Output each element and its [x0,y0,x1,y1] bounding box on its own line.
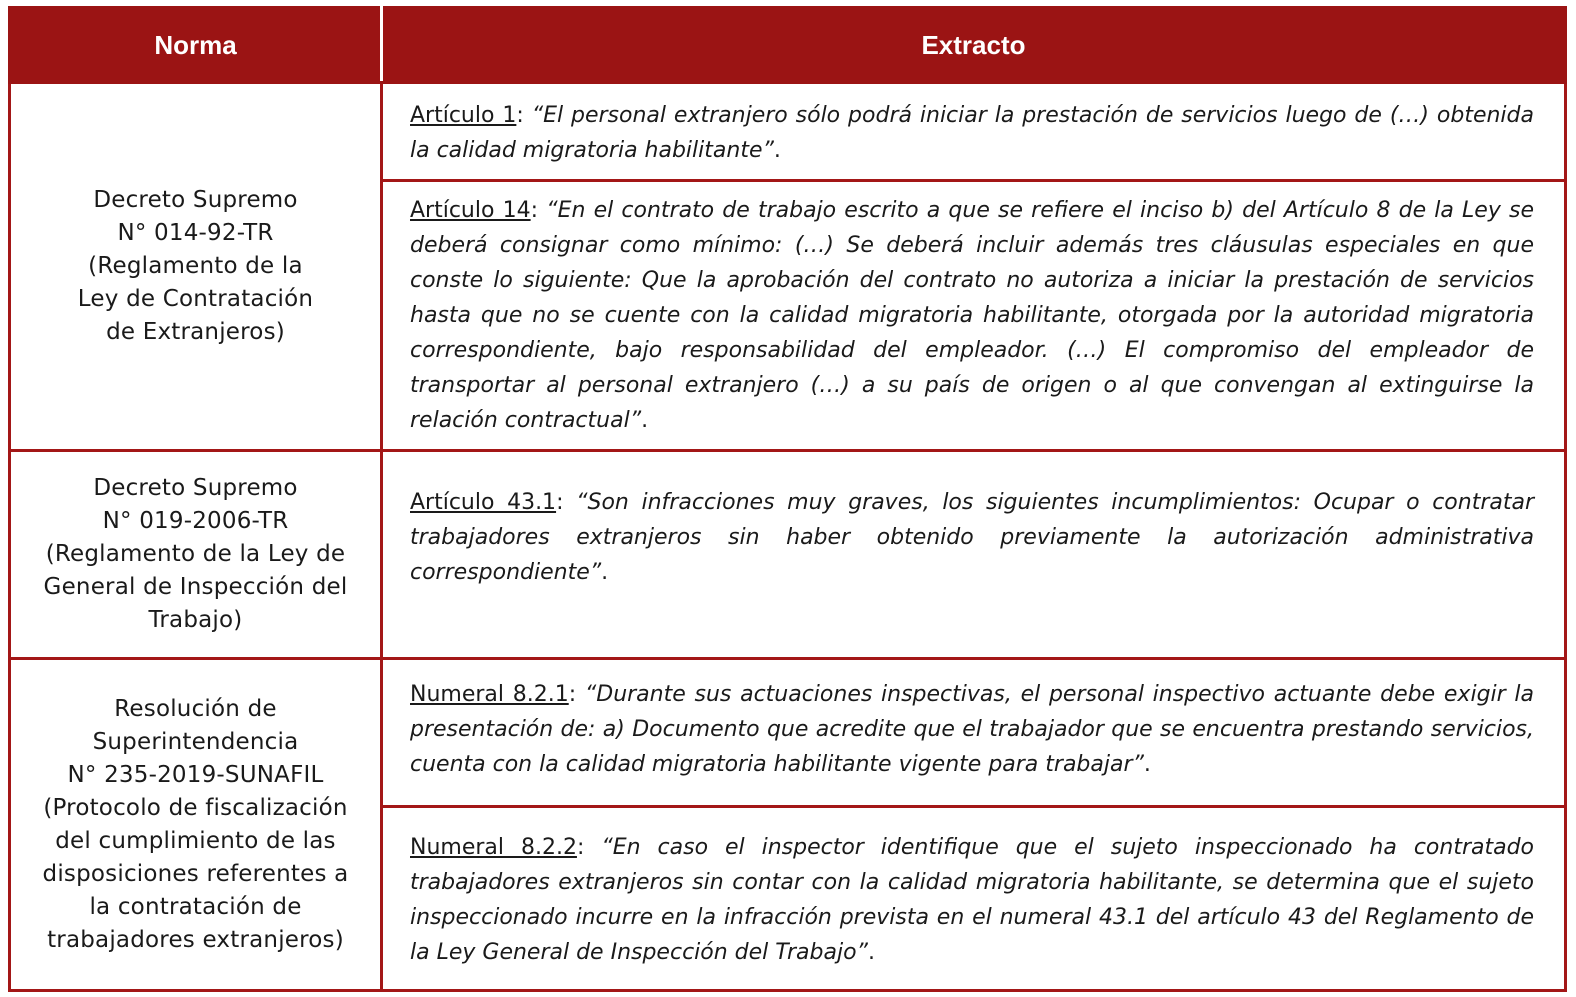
extracto-cell [382,807,1566,991]
norma-line: N° 014-92-TR [117,220,274,246]
table-row [10,451,1566,659]
extracto-sep: : [576,835,602,860]
extracto-text: “Durante sus actuaciones inspectivas, el personal inspectivo actuante debe exigir la presentación de: a) Documento que acredite que el trabajador que se encuentra prestando servicios, cuenta con la calidad migratoria habilitante vigente para trabajar” [410,682,1535,777]
extracto-cell [382,659,1566,807]
norma-line: General de Inspección del [43,574,348,600]
extracto-ref: Numeral 8.2.1 [410,682,569,707]
norma-line: Decreto Supremo [93,475,298,501]
table-header-row [10,8,1566,83]
extracto-cell [382,83,1566,181]
norma-line: Ley de Contratación [77,286,314,312]
norma-cell [10,83,382,451]
norma-line: Resolución de [114,695,277,722]
extracto-text: “El personal extranjero sólo podrá iniciar la prestación de servicios luego de (…) obtenida la calidad migratoria habilitante” [410,103,1534,163]
norma-line: Superintendencia [92,728,299,755]
norma-line: (Protocolo de fiscalización [43,794,348,821]
extracto-ref: Artículo 1 [410,103,517,128]
header-norma: Norma [10,8,382,83]
extracto-end: . [601,560,609,585]
extracto-text: “Son infracciones muy graves, los siguientes incumplimientos: Ocupar o contratar trabajadores extranjeros sin haber obtenido previamente la autorización administrativa correspondiente” [410,490,1535,585]
extracto-cell [382,181,1566,451]
norma-line: disposiciones referentes a [42,860,349,887]
norma-cell [10,451,382,659]
norma-cell [10,659,382,991]
norma-line: (Reglamento de la [88,253,303,279]
norma-line: (Reglamento de la Ley de [45,541,346,567]
extracto-cell [382,451,1566,659]
extracto-ref: Artículo 14 [410,198,531,223]
extracto-end: . [1143,752,1151,777]
norma-line: N° 235-2019-SUNAFIL [67,761,324,788]
extracto-ref: Numeral 8.2.2 [410,835,577,860]
table-row [10,659,1566,807]
extracto-end: . [773,138,781,163]
norma-line: Decreto Supremo [93,187,298,213]
extracto-end: . [641,408,649,433]
extracto-text: “En caso el inspector identifique que el sujeto inspeccionado ha contratado trabajadores extranjeros sin contar con la calidad migratoria habilitante, se determina que el sujeto inspeccionado incurre en la infracción prevista en el numeral 43.1 del artículo 43 del Reglamento de la Ley General de Inspección del Trabajo” [410,835,1534,965]
table-row [10,83,1566,181]
norma-line: Trabajo) [148,607,243,633]
norma-line: de Extranjeros) [106,319,285,345]
norma-line: la contratación de [89,893,302,920]
norma-line: trabajadores extranjeros) [47,926,344,953]
extracto-text: “En el contrato de trabajo escrito a que se refiere el inciso b) del Artículo 8 de la Ley se deberá consignar como mínimo: (…) Se deberá incluir además tres cláusulas especiales en que conste lo siguiente: Que la aprobación del contrato no autoriza a iniciar la prestación de servicios hasta que no se cuente con la calidad migratoria habilitante, otorgada por la autoridad migratoria correspondiente, bajo responsabilidad del empleador. (…) El compromiso del empleador de transportar al personal extranjero (…) a su país de origen o al que convengan al extinguirse la relación contractual” [410,198,1535,433]
extracto-sep: : [556,490,577,515]
extracto-sep: : [568,682,585,707]
extracto-sep: : [530,198,547,223]
extracto-ref: Artículo 43.1 [410,490,557,515]
extracto-sep: : [516,103,532,128]
norma-extracto-table [8,6,1567,992]
extracto-end: . [867,940,875,965]
norma-line: del cumplimiento de las [55,827,336,854]
header-extracto: Extracto [382,8,1566,83]
norma-line: N° 019-2006-TR [102,508,289,534]
